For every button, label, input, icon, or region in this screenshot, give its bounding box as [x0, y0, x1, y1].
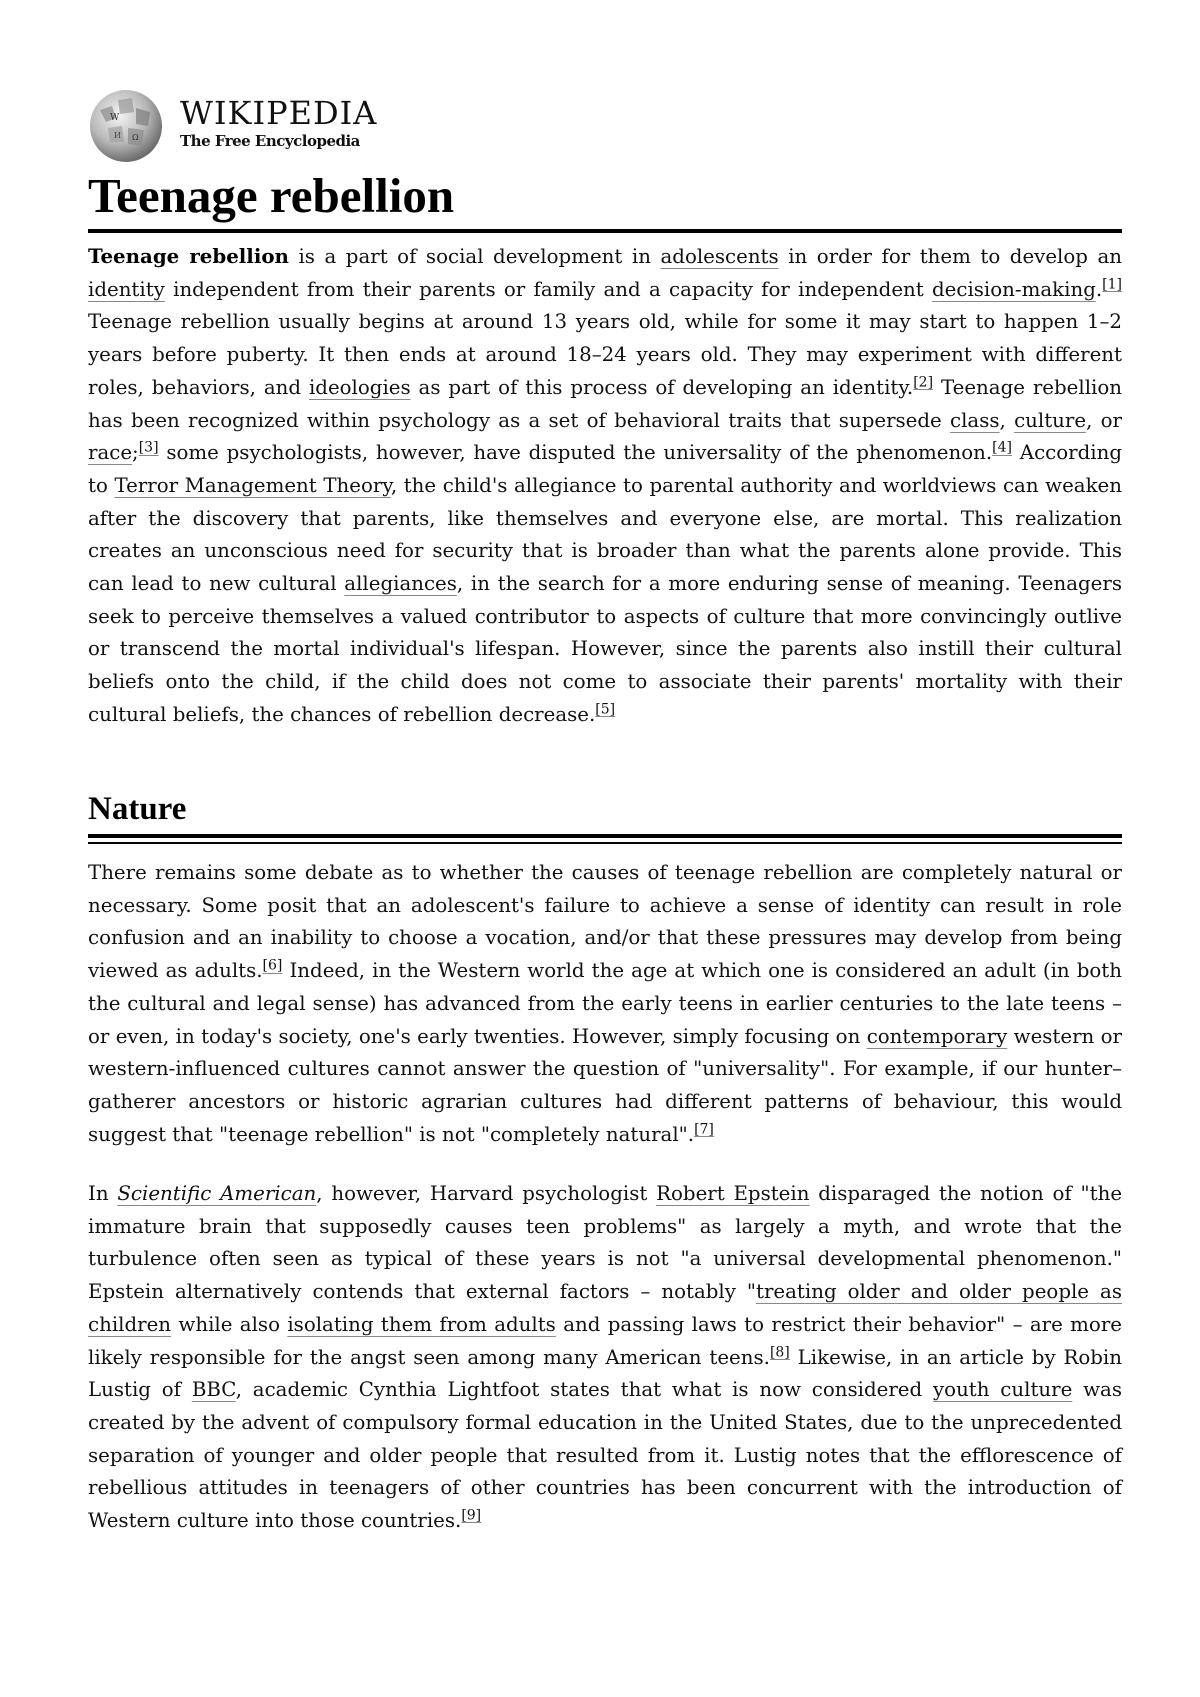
link-terror-management-theory[interactable]: Terror Management Theory	[114, 473, 391, 497]
link-culture[interactable]: culture	[1014, 408, 1087, 432]
title-divider	[88, 229, 1122, 233]
citation-7[interactable]: [7]	[694, 1121, 714, 1138]
citation-5[interactable]: [5]	[595, 701, 616, 718]
svg-text:Ω: Ω	[132, 133, 139, 142]
link-isolating-them-from-adults[interactable]: isolating them from adults	[287, 1312, 556, 1336]
svg-text:И: И	[114, 131, 121, 140]
wikipedia-globe-icon	[88, 88, 164, 164]
wordmark-name: WIKIPEDIA	[180, 94, 378, 132]
section-divider-top	[88, 834, 1122, 838]
link-allegiances[interactable]: allegiances	[344, 572, 457, 596]
citation-6[interactable]: [6]	[262, 957, 283, 974]
link-contemporary[interactable]: contemporary	[866, 1024, 1008, 1048]
citation-2[interactable]: [2]	[913, 374, 934, 391]
link-youth-culture[interactable]: youth culture	[932, 1378, 1073, 1402]
link-robert-epstein[interactable]: Robert Epstein	[656, 1182, 810, 1205]
citation-8[interactable]: [8]	[769, 1343, 790, 1360]
wordmark-tagline: The Free Encyclopedia	[180, 132, 360, 150]
nature-paragraph-1: There remains some debate as to whether the causes of teenage rebellion are completely natural or necessary. Some posit that an adolescent's failure to achieve a sense of identity can result in role confusion and an inability to choose a vocation, and/or that these pressures may develop from being viewed as adults.[6] Indeed, in the Western world the age at which one is considered an adult (in both the cultural and legal sense) has advanced from the early teens in earlier centuries to the late teens – or even, in today's society, one's early twenties. However, simply focusing on contemporary western or western-influenced cultures cannot answer the question of "universality". For example, if our hunter–gatherer ancestors or historic agrarian cultures had different patterns of behaviour, this would suggest that "teenage rebellion" is not "completely natural".[7]	[88, 861, 1122, 1146]
citation-1[interactable]: [1]	[1102, 276, 1122, 293]
nature-paragraph-2: In Scientific American, however, Harvard psychologist Robert Epstein disparaged the notion of "the immature brain that supposedly causes teen problems" as largely a myth, and wrote that the turbulence often seen as typical of these years is not "a universal developmental phenomenon." Epstein alternatively contends that external factors – notably "treating older and older people as children while also isolating them from adults and passing laws to restrict their behavior" – are more likely responsible for the angst seen among many American teens.[8] Likewise, in an article by Robin Lustig of BBC, academic Cynthia Lightfoot states that what is now considered youth culture was created by the advent of compulsory formal education in the United States, due to the unprecedented separation of younger and older people that resulted from it. Lustig notes that the efflorescence of rebellious attitudes in teenagers of other countries has been concurrent with the introduction of Western culture into those countries.[9]	[88, 1182, 1123, 1533]
link-class[interactable]: class	[950, 408, 1000, 432]
intro-paragraph: Teenage rebellion is a part of social development in adolescents in order for them to develop an identity independent from their parents or family and a capacity for independent decision-making.[1] Teenage rebellion usually begins at around 13 years old, while for some it may start to happen 1–2 years before puberty. It then ends at around 18–24 years old. They may experiment with different roles, behaviors, and ideologies as part of this process of developing an identity.[2] Teenage rebellion has been recognized within psychology as a set of behavioral traits that supersede class, culture, or race;[3] some psychologists, however, have disputed the universality of the phenomenon.[4] According to Terror Management Theory, the child's allegiance to parental authority and worldviews can weaken after the discovery that parents, like themselves and everyone else, are mortal. This realization creates an unconscious need for security that is broader than what the parents alone provide. This can lead to new cultural allegiances, in the search for a more enduring sense of meaning. Teenagers seek to perceive themselves a valued contributor to aspects of culture that more convincingly outlive or transcend the mortal individual's lifespan. However, since the parents also instill their cultural beliefs onto the child, if the child does not come to associate their parents' mortality with their cultural beliefs, the chances of rebellion decrease.[5]	[88, 244, 1123, 726]
citation-9[interactable]: [9]	[461, 1507, 482, 1524]
link-scientific-american[interactable]: Scientific American	[117, 1182, 317, 1205]
link-treating-older-people-as-children[interactable]: treating older and older people as children	[88, 1280, 1122, 1336]
bold-term: Teenage rebellion	[88, 244, 289, 268]
citation-3[interactable]: [3]	[138, 439, 159, 456]
page-title: Teenage rebellion	[88, 168, 455, 223]
wordmark	[180, 96, 377, 150]
section-heading-nature: Nature	[88, 791, 187, 827]
link-adolescents[interactable]: adolescents	[660, 245, 779, 268]
link-identity[interactable]: identity	[88, 277, 165, 301]
link-ideologies[interactable]: ideologies	[308, 375, 411, 399]
link-bbc[interactable]: BBC	[191, 1378, 236, 1402]
link-race[interactable]: race	[88, 441, 133, 465]
wikipedia-logo[interactable]	[88, 84, 388, 164]
citation-4[interactable]: [4]	[992, 439, 1012, 456]
link-decision-making[interactable]: decision-making	[932, 277, 1096, 301]
svg-text:W: W	[110, 113, 120, 123]
section-divider-bottom	[88, 842, 1122, 844]
